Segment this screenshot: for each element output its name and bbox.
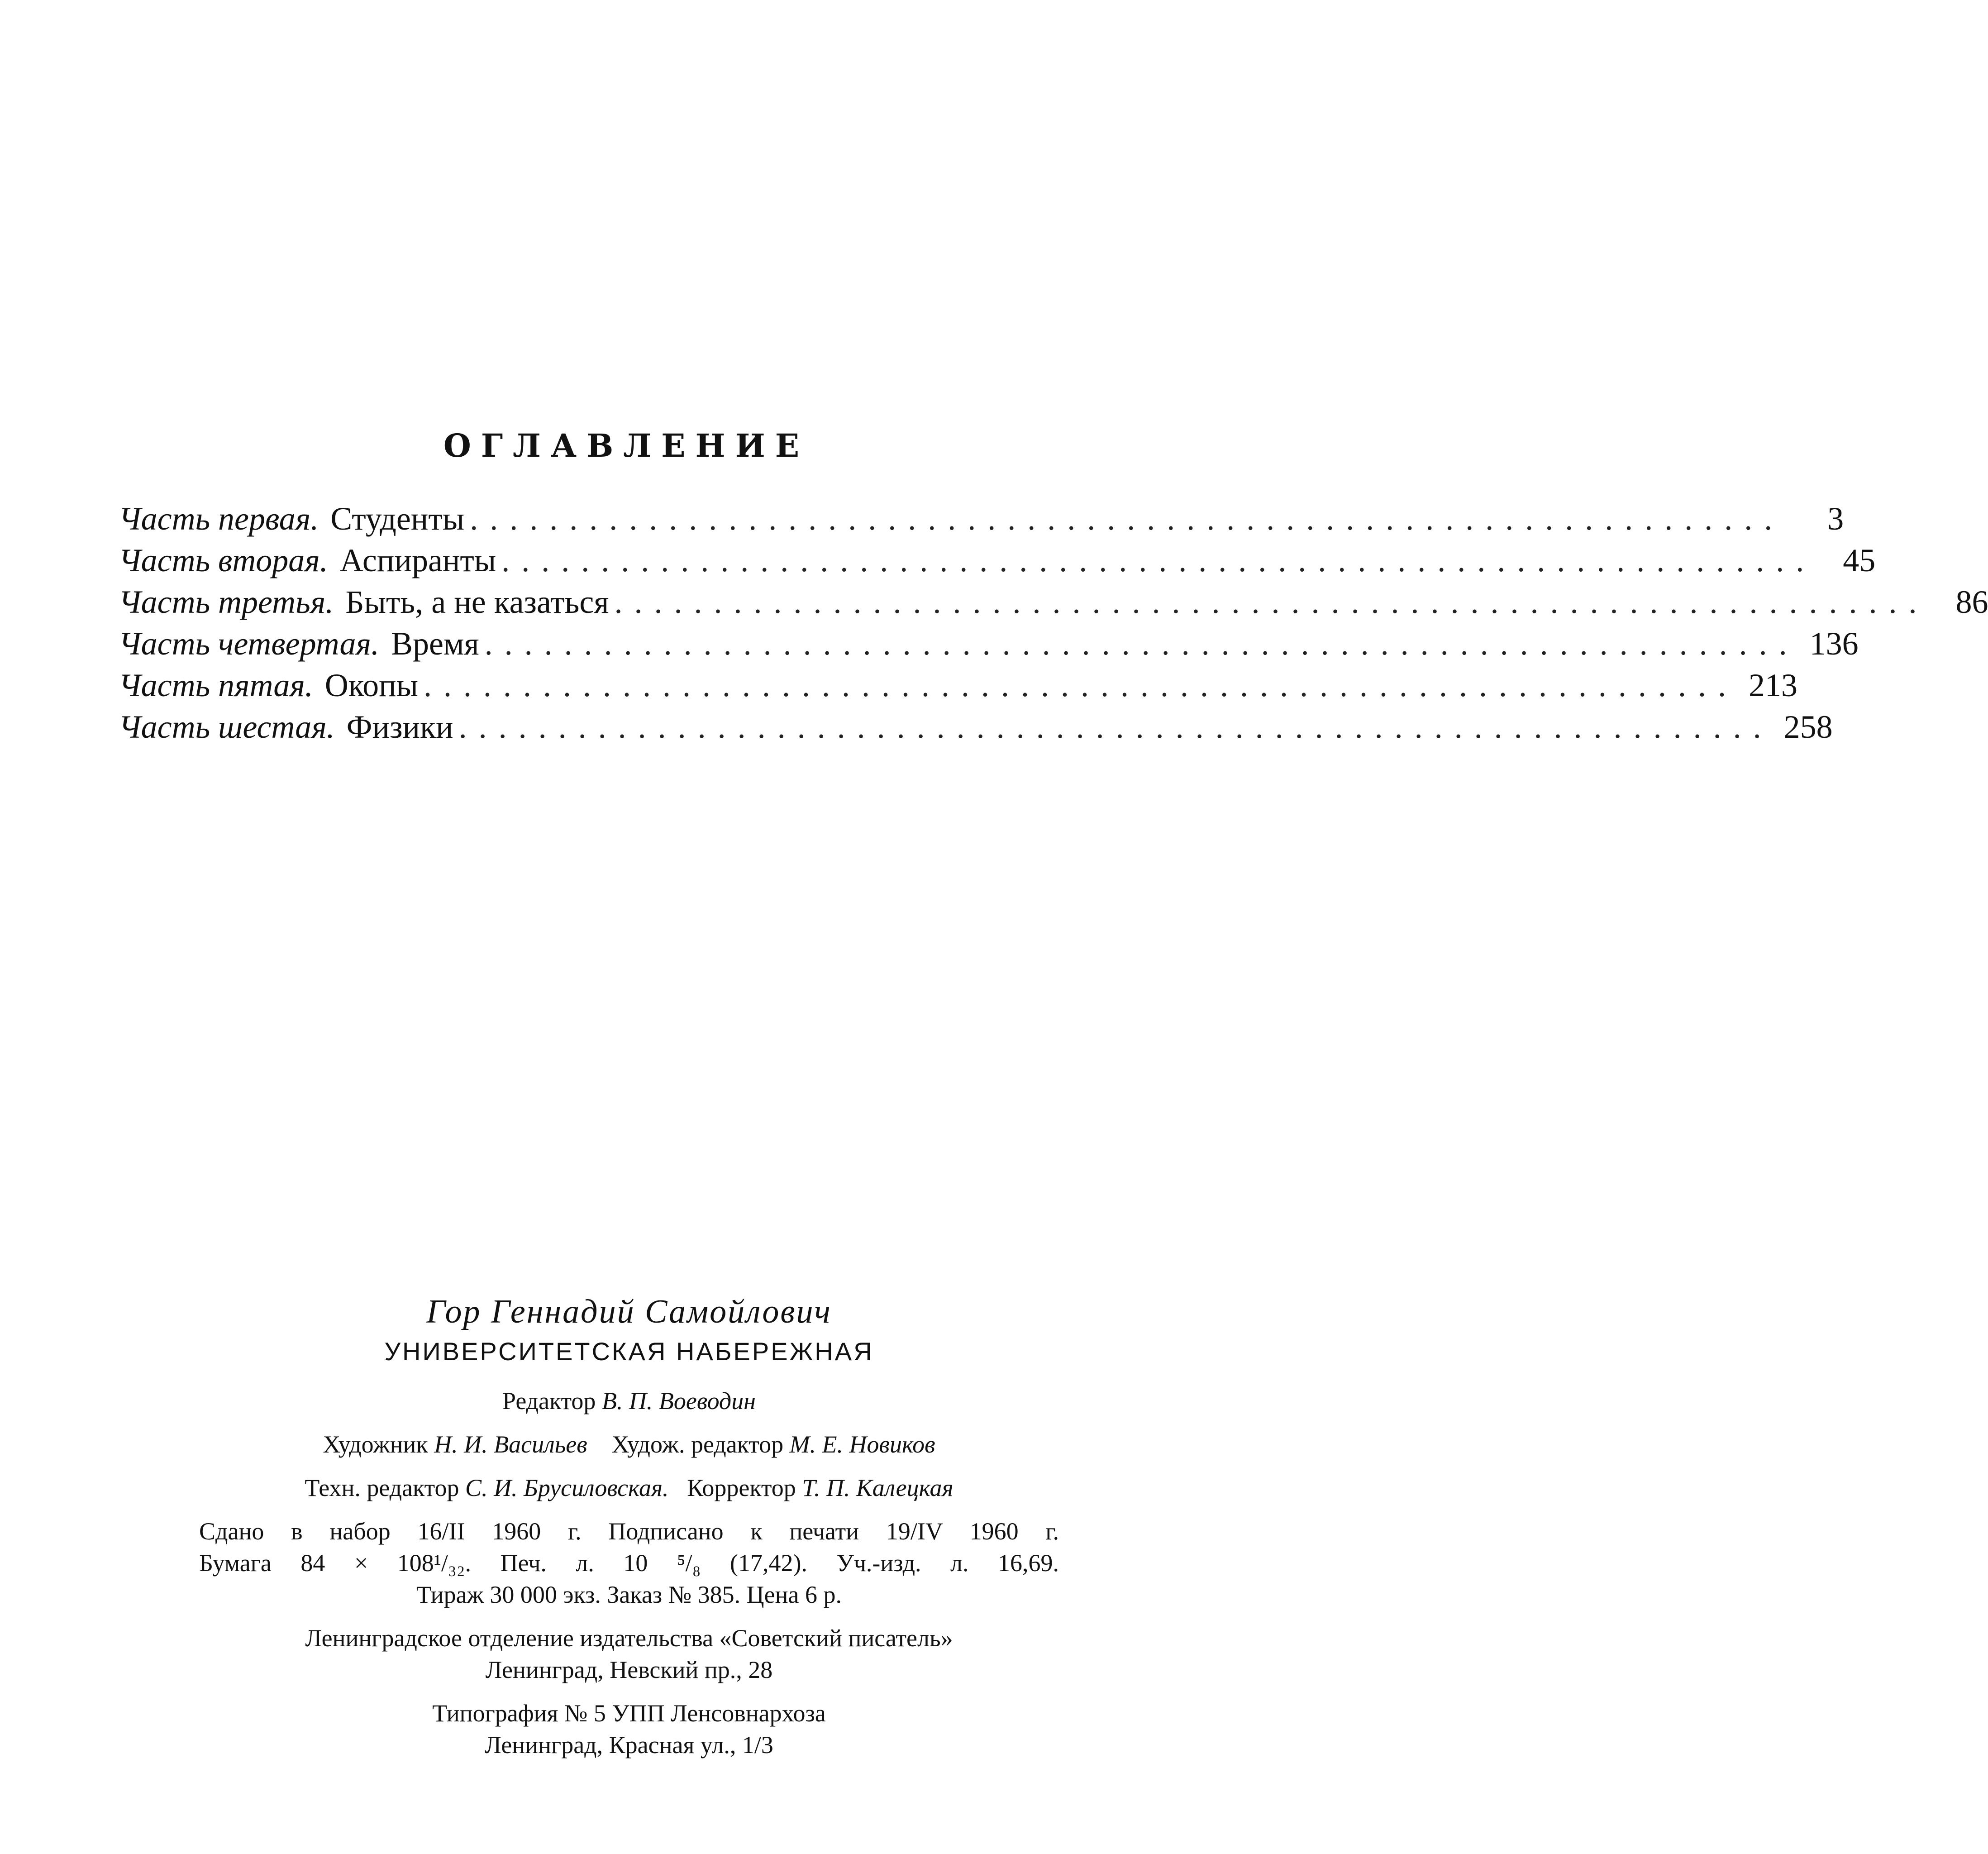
toc-page-number: 3: [1827, 501, 1844, 537]
book-title: УНИВЕРСИТЕТСКАЯ НАБЕРЕЖНАЯ: [384, 1337, 874, 1366]
colophon: [172, 1290, 1086, 1761]
toc-part-label: Часть: [119, 709, 210, 745]
editor-line: [172, 1385, 1086, 1417]
toc-page-number: 213: [1749, 667, 1798, 703]
proofreader-label: Корректор: [687, 1474, 796, 1501]
print-details-line: Сдано в набор 16/II 1960 г. Подписано к печати 19/IV 1960 г.: [199, 1518, 1059, 1545]
editor-name: В. П. Воеводин: [601, 1387, 756, 1414]
toc-entry: [119, 664, 1798, 706]
publisher-address: Ленинград, Невский пр., 28: [485, 1656, 773, 1683]
toc-title: Аспиранты: [339, 542, 496, 578]
toc-title: Быть, а не казаться: [345, 584, 609, 620]
toc-title: Студенты: [330, 501, 465, 537]
printer-line: Типография № 5 УПП Ленсовнархоза: [432, 1700, 826, 1727]
toc-page-number: 136: [1809, 626, 1859, 662]
toc-ordinal: четвертая.: [218, 626, 379, 662]
toc-dot-leader: ..................................................................: [424, 667, 1738, 703]
toc-page-number: 258: [1783, 709, 1833, 745]
toc-ordinal: шестая.: [218, 709, 335, 745]
toc-part-label: Часть: [119, 542, 210, 578]
toc-entry: [119, 540, 1876, 581]
toc-dot-leader: ..................................................................: [458, 709, 1773, 745]
toc-entry: [119, 498, 1844, 540]
toc-title: Физики: [346, 709, 453, 745]
artist-line: [172, 1429, 1086, 1460]
toc-ordinal: первая.: [218, 501, 319, 537]
proofreader-name: Т. П. Калецкая: [802, 1474, 953, 1501]
toc-dot-leader: ..................................................................: [484, 626, 1799, 662]
toc-dot-leader: ..................................................................: [501, 542, 1816, 578]
toc-page-number: 86: [1955, 584, 1988, 620]
tech-editor-name: С. И. Брусиловская.: [465, 1474, 669, 1501]
toc-entry: [119, 623, 1859, 664]
publisher-line: Ленинградское отделение издательства «Советский писатель»: [305, 1625, 953, 1652]
toc-part-label: Часть: [119, 584, 210, 620]
artist-name: Н. И. Васильев: [434, 1431, 587, 1458]
toc-ordinal: вторая.: [218, 542, 328, 578]
print-details-line: Тираж 30 000 экз. Заказ № 385. Цена 6 р.: [416, 1581, 842, 1608]
table-of-contents: [119, 498, 1988, 748]
art-editor-name: М. Е. Новиков: [789, 1431, 935, 1458]
artist-label: Художник: [323, 1431, 428, 1458]
toc-title: Окопы: [324, 667, 419, 703]
print-details-line: Бумага 84 × 108¹/₃₂. Печ. л. 10 ⁵/₈ (17,42). Уч.-изд. л. 16,69.: [199, 1549, 1059, 1577]
toc-heading: ОГЛАВЛЕНИЕ: [443, 427, 810, 464]
toc-entry: [119, 706, 1833, 748]
toc-page-number: 45: [1843, 542, 1876, 578]
toc-part-label: Часть: [119, 626, 210, 662]
toc-title: Время: [391, 626, 479, 662]
toc-ordinal: пятая.: [218, 667, 313, 703]
toc-dot-leader: ..................................................................: [614, 584, 1929, 620]
author-name: Гор Геннадий Самойлович: [426, 1293, 832, 1330]
print-details: [199, 1515, 1059, 1610]
printer-address: Ленинград, Красная ул., 1/3: [485, 1731, 773, 1758]
toc-dot-leader: ..................................................................: [470, 501, 1784, 537]
toc-entry: [119, 581, 1988, 623]
toc-ordinal: третья.: [218, 584, 334, 620]
art-editor-label: Худож. редактор: [611, 1431, 784, 1458]
toc-part-label: Часть: [119, 667, 210, 703]
tech-editor-line: [172, 1472, 1086, 1504]
tech-editor-label: Техн. редактор: [305, 1474, 459, 1501]
editor-label: Редактор: [502, 1387, 596, 1414]
toc-part-label: Часть: [119, 501, 210, 537]
